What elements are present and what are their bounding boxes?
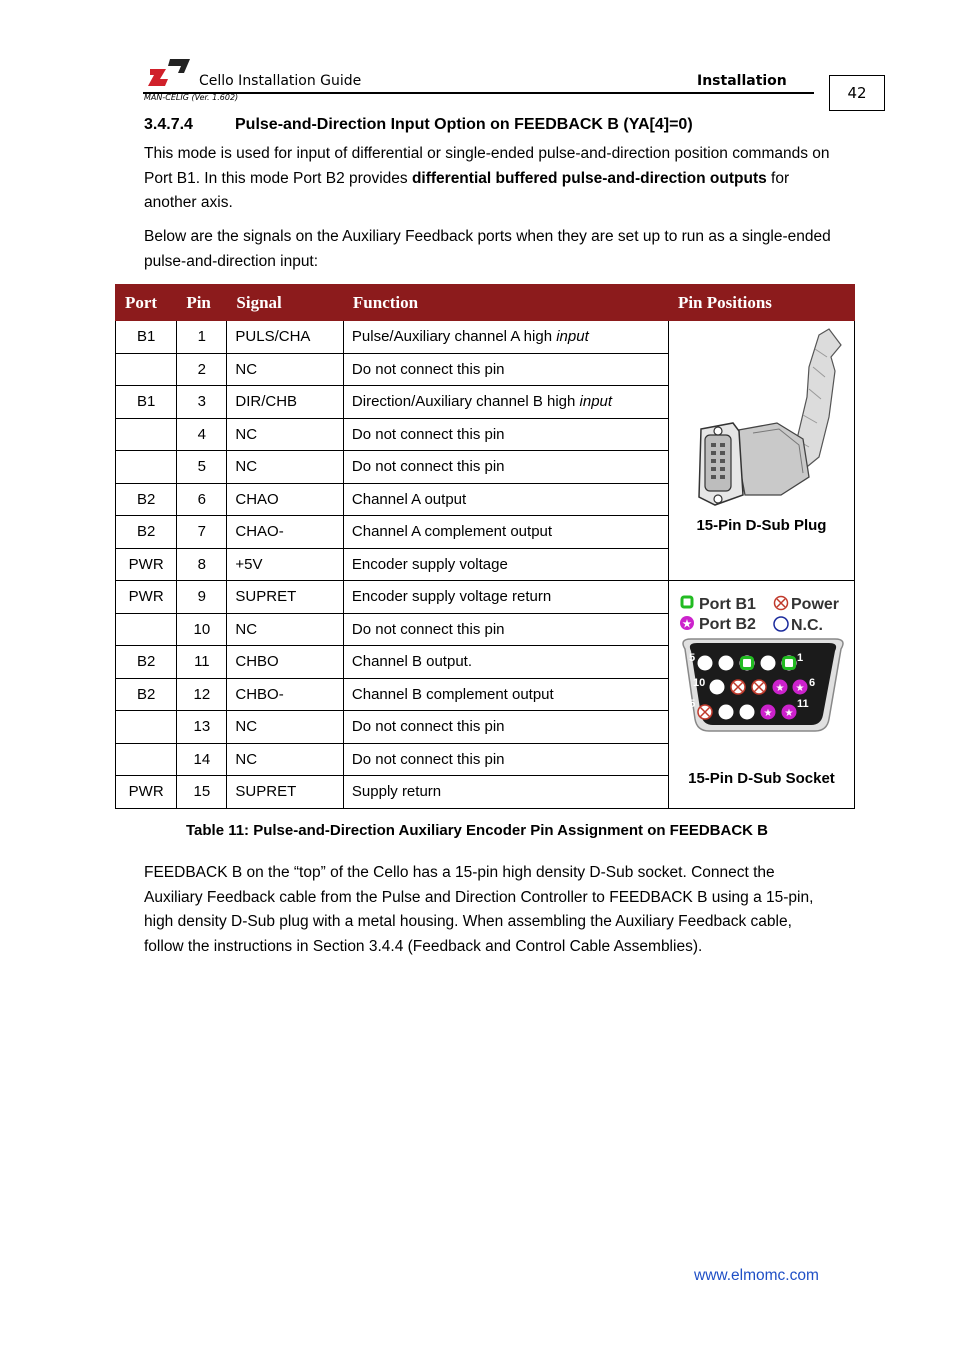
port-cell <box>116 418 177 451</box>
pin-cell: 12 <box>177 678 227 711</box>
socket-caption: 15-Pin D-Sub Socket <box>688 770 835 787</box>
function-cell <box>343 451 668 484</box>
signal-cell: DIR/CHB <box>227 386 344 419</box>
website-link[interactable]: www.elmomc.com <box>694 1267 819 1284</box>
header-divider <box>143 92 814 94</box>
signal-cell: +5V <box>227 548 344 581</box>
function-cell <box>343 743 668 776</box>
intro-text: This mode is used for input of differential or single-ended pulse-and-direction position commands on Port B1. In this mode Port B2 provides <box>144 145 830 187</box>
signal-cell: NC <box>227 353 344 386</box>
pin-assignment-table <box>115 284 855 809</box>
port-cell: B1 <box>116 386 177 419</box>
svg-text:★: ★ <box>763 708 773 719</box>
col-header-signal: Signal <box>227 285 344 321</box>
table-row <box>116 581 855 614</box>
function-cell <box>343 581 668 614</box>
pin-cell: 10 <box>177 613 227 646</box>
pin-cell: 15 <box>177 776 227 809</box>
pin-cell: 9 <box>177 581 227 614</box>
col-header-pin: Pin <box>177 285 227 321</box>
function-emphasis: input <box>556 328 589 346</box>
function-cell <box>343 776 668 809</box>
table-header-row <box>116 285 855 321</box>
signal-cell: CHBO <box>227 646 344 679</box>
page-number: 42 <box>829 75 885 111</box>
port-cell <box>116 711 177 744</box>
plug-caption: 15-Pin D-Sub Plug <box>696 517 827 534</box>
pin-cell: 1 <box>177 321 227 354</box>
signal-cell: PULS/CHA <box>227 321 344 354</box>
function-text: Channel A output <box>351 490 467 508</box>
feedback-paragraph: FEEDBACK B on the “top” of the Cello has a 15-pin high density D-Sub socket. Connect the Auxiliary Feedback cable from the Pulse and Direction Controller to FEEDBACK B using a 15-pin, high density D-Sub plug with a metal housing. When assembling the Auxiliary Feedback cable, follow the instructions in Section 3.4.4 (Feedback and Control Cable Assemblies). <box>144 864 814 955</box>
socket-label-11: 11 <box>796 698 809 710</box>
legend-power: Power <box>790 596 839 613</box>
function-cell <box>343 678 668 711</box>
function-cell <box>343 418 668 451</box>
function-cell <box>343 386 668 419</box>
intro-paragraph <box>144 142 834 216</box>
section-heading <box>144 116 693 134</box>
pin-cell: 3 <box>177 386 227 419</box>
function-emphasis: input <box>579 393 613 411</box>
port-cell <box>116 353 177 386</box>
socket-cell <box>668 581 854 809</box>
function-text: Supply return <box>351 783 442 801</box>
pin-cell: 8 <box>177 548 227 581</box>
legend-port-b1: Port B1 <box>698 596 756 613</box>
function-cell <box>343 646 668 679</box>
chapter-name: Installation <box>697 73 787 89</box>
legend-nc: N.C. <box>790 617 823 634</box>
col-header-function: Function <box>343 285 668 321</box>
function-cell <box>343 353 668 386</box>
svg-text:★: ★ <box>784 708 794 719</box>
function-text: Direction/Auxiliary channel B high <box>351 393 580 411</box>
pin-cell: 2 <box>177 353 227 386</box>
port-cell <box>116 613 177 646</box>
function-cell <box>343 483 668 516</box>
svg-text:★: ★ <box>682 619 692 630</box>
function-text: Do not connect this pin <box>351 718 505 736</box>
document-version: MAN-CELIG (Ver. 1.602) <box>144 93 239 102</box>
port-cell: B2 <box>116 516 177 549</box>
table-row <box>116 321 855 354</box>
function-text: Channel B complement output <box>351 685 554 703</box>
port-cell: B2 <box>116 646 177 679</box>
socket-label-15: 15 <box>682 698 696 710</box>
signal-cell: CHBO- <box>227 678 344 711</box>
signal-cell: SUPRET <box>227 776 344 809</box>
svg-text:★: ★ <box>775 683 785 694</box>
function-cell <box>343 548 668 581</box>
signal-cell: NC <box>227 418 344 451</box>
function-text: Channel A complement output <box>351 523 553 541</box>
signal-cell: NC <box>227 613 344 646</box>
dsub-plug-image <box>669 327 850 517</box>
svg-text:★: ★ <box>795 683 805 694</box>
function-text: Encoder supply voltage <box>351 555 508 573</box>
signal-cell: NC <box>227 451 344 484</box>
socket-label-5: 5 <box>688 652 696 664</box>
port-cell: B1 <box>116 321 177 354</box>
signal-cell: SUPRET <box>227 581 344 614</box>
function-text: Do not connect this pin <box>351 750 505 768</box>
plug-cell <box>668 321 854 581</box>
pin-cell: 4 <box>177 418 227 451</box>
document-title: Cello Installation Guide <box>199 73 362 89</box>
pin-cell: 14 <box>177 743 227 776</box>
socket-label-10: 10 <box>692 677 706 689</box>
port-cell: PWR <box>116 548 177 581</box>
pin-cell: 7 <box>177 516 227 549</box>
signal-cell: CHAO <box>227 483 344 516</box>
signal-cell: NC <box>227 711 344 744</box>
function-cell <box>343 711 668 744</box>
socket-label-6: 6 <box>808 677 816 689</box>
socket-label-1: 1 <box>796 652 804 664</box>
function-cell <box>343 321 668 354</box>
port-cell: B2 <box>116 483 177 516</box>
table-caption: Table 11: Pulse-and-Direction Auxiliary Encoder Pin Assignment on FEEDBACK B <box>185 822 769 839</box>
signal-cell: NC <box>227 743 344 776</box>
legend-port-b2: Port B2 <box>698 616 756 633</box>
elmo-logo <box>148 57 190 91</box>
function-text: Do not connect this pin <box>351 360 505 378</box>
pin-cell: 5 <box>177 451 227 484</box>
signals-paragraph: Below are the signals on the Auxiliary Feedback ports when they are set up to run as a single-ended pulse-and-direction input: <box>144 228 831 270</box>
function-text: Channel B output. <box>351 653 472 671</box>
intro-text-end: for another axis. <box>144 169 790 211</box>
function-cell <box>343 516 668 549</box>
section-title: Pulse-and-Direction Input Option on FEEDBACK B (YA[4]=0) <box>235 116 693 133</box>
pin-cell: 11 <box>177 646 227 679</box>
function-text: Pulse/Auxiliary channel A high <box>351 328 557 346</box>
function-text: Do not connect this pin <box>351 620 505 638</box>
pin-cell: 6 <box>177 483 227 516</box>
port-cell <box>116 451 177 484</box>
intro-bold-text: differential buffered pulse-and-direction outputs <box>411 169 767 187</box>
function-text: Do not connect this pin <box>351 458 505 476</box>
signal-cell: CHAO- <box>227 516 344 549</box>
function-text: Encoder supply voltage return <box>351 588 552 606</box>
section-number: 3.4.7.4 <box>144 116 193 133</box>
col-header-port: Port <box>116 285 177 321</box>
pin-cell: 13 <box>177 711 227 744</box>
port-cell: B2 <box>116 678 177 711</box>
dsub-socket-diagram <box>669 589 850 739</box>
port-cell <box>116 743 177 776</box>
port-cell: PWR <box>116 776 177 809</box>
port-cell: PWR <box>116 581 177 614</box>
col-header-pin-positions: Pin Positions <box>668 285 854 321</box>
function-cell <box>343 613 668 646</box>
function-text: Do not connect this pin <box>351 425 505 443</box>
